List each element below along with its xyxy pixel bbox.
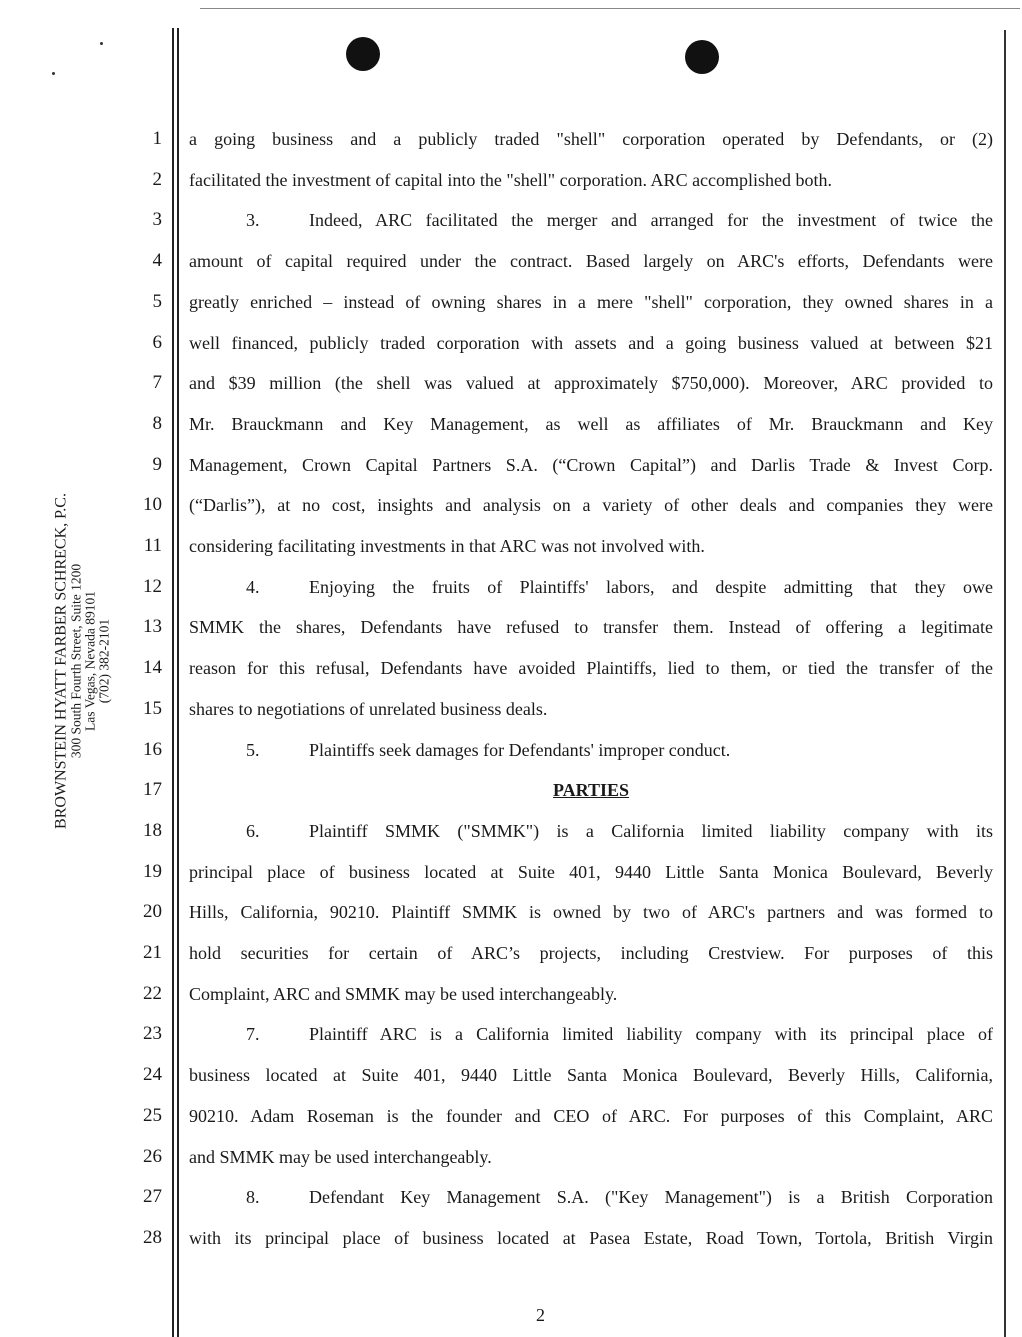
body-line: amount of capital required under the contract. Based largely on ARC's efforts, Defendants were	[189, 251, 993, 272]
body-line: well financed, publicly traded corporation with assets and a going business valued at between $21	[189, 332, 993, 353]
body-line: 90210. Adam Roseman is the founder and CEO of ARC. For purposes of this Complaint, ARC	[189, 1105, 993, 1126]
line-number: 19	[143, 860, 162, 882]
line-number: 25	[143, 1104, 162, 1126]
line-number: 24	[143, 1064, 162, 1086]
body-line: reason for this refusal, Defendants have avoided Plaintiffs, lied to them, or tied the transfer of the	[189, 658, 993, 679]
line-number: 17	[143, 779, 162, 801]
line-text: Plaintiff ARC is a California limited liability company with its principal place of	[309, 1024, 993, 1045]
body-line: Complaint, ARC and SMMK may be used interchangeably.	[189, 983, 618, 1004]
paragraph-number: 7.	[246, 1024, 260, 1045]
line-number: 5	[152, 290, 162, 312]
body-line: with its principal place of business located at Pasea Estate, Road Town, Tortola, British Virgin	[189, 1227, 993, 1248]
line-number: 23	[143, 1023, 162, 1045]
line-number: 1	[152, 128, 162, 149]
line-number: 3	[152, 209, 162, 231]
line-text: Plaintiff SMMK ("SMMK") is a California limited liability company with its	[309, 820, 993, 841]
top-scan-rule	[200, 8, 1020, 9]
line-text: Defendant Key Management S.A. ("Key Management") is a British Corporation	[309, 1187, 993, 1208]
line-number: 8	[152, 412, 162, 434]
body-line	[189, 739, 993, 761]
line-number: 9	[152, 453, 162, 475]
body-line: and $39 million (the shell was valued at approximately $750,000). Moreover, ARC provided to	[189, 373, 993, 394]
line-number: 13	[143, 616, 162, 638]
page-number: 2	[536, 1305, 545, 1325]
body-line: considering facilitating investments in that ARC was not involved with.	[189, 536, 705, 556]
line-number: 21	[143, 942, 162, 963]
right-margin-rule	[1004, 30, 1006, 1337]
line-text: Plaintiffs seek damages for Defendants' improper conduct.	[309, 739, 731, 760]
line-number: 26	[143, 1145, 162, 1167]
line-number: 4	[152, 250, 162, 272]
body-line: a going business and a publicly traded "shell" corporation operated by Defendants, or (2)	[189, 129, 993, 149]
section-heading: PARTIES	[552, 780, 630, 801]
punch-hole-right	[685, 40, 719, 74]
body-line: business located at Suite 401, 9440 Little Santa Monica Boulevard, Beverly Hills, California,	[189, 1065, 993, 1086]
line-number: 14	[143, 657, 162, 679]
body-line	[189, 576, 993, 598]
line-number: 18	[143, 819, 162, 841]
left-margin-rule	[172, 28, 174, 1337]
firm-phone: (702) 382-2101	[96, 618, 112, 704]
body-line: hold securities for certain of ARC’s projects, including Crestview. For purposes of this	[189, 943, 993, 963]
body-line: and SMMK may be used interchangeably.	[189, 1146, 492, 1167]
line-text: Enjoying the fruits of Plaintiffs' labors, and despite admitting that they owe	[309, 576, 993, 597]
line-number: 11	[143, 535, 162, 556]
firm-name: BROWNSTEIN HYATT FARBER SCHRECK, P.C.	[52, 493, 70, 829]
line-number: 7	[152, 372, 162, 394]
scan-speck	[100, 42, 103, 45]
body-line: Hills, California, 90210. Plaintiff SMMK is owned by two of ARC's partners and was formed to	[189, 902, 993, 923]
paragraph-number: 3.	[246, 210, 260, 231]
punch-hole-left	[346, 37, 380, 71]
body-line	[189, 820, 993, 842]
scan-speck	[52, 72, 55, 75]
body-line: (“Darlis”), at no cost, insights and analysis on a variety of other deals and companies they were	[189, 495, 993, 516]
firm-street: 300 South Fourth Street, Suite 1200	[68, 563, 84, 759]
paragraph-number: 5.	[246, 739, 260, 760]
body-line	[189, 209, 993, 231]
line-number: 2	[152, 168, 162, 190]
paragraph-number: 4.	[246, 576, 260, 597]
body-line	[189, 1186, 993, 1208]
paragraph-number: 6.	[246, 820, 260, 841]
line-text: Indeed, ARC facilitated the merger and arranged for the investment of twice the	[309, 210, 993, 231]
body-line: Mr. Brauckmann and Key Management, as well as affiliates of Mr. Brauckmann and Key	[189, 413, 993, 434]
line-number: 27	[143, 1186, 162, 1208]
body-line: SMMK the shares, Defendants have refused to transfer them. Instead of offering a legitimate	[189, 617, 993, 638]
line-number: 16	[143, 738, 162, 760]
left-margin-rule-inner	[177, 28, 179, 1337]
line-number: 15	[143, 697, 162, 719]
body-line	[189, 1023, 993, 1045]
body-line: shares to negotiations of unrelated business deals.	[189, 698, 548, 719]
firm-city: Las Vegas, Nevada 89101	[82, 591, 98, 731]
body-line: greatly enriched – instead of owning shares in a mere "shell" corporation, they owned shares in a	[189, 291, 993, 312]
line-number: 6	[152, 331, 162, 353]
body-line: Management, Crown Capital Partners S.A. (“Crown Capital”) and Darlis Trade & Invest Corp.	[189, 454, 993, 475]
line-number: 20	[143, 901, 162, 923]
body-line: facilitated the investment of capital into the "shell" corporation. ARC accomplished both.	[189, 169, 833, 190]
paragraph-number: 8.	[246, 1187, 260, 1208]
line-number: 12	[143, 575, 162, 597]
line-number: 10	[143, 494, 162, 516]
line-number: 22	[143, 982, 162, 1004]
line-number: 28	[143, 1226, 162, 1248]
body-line: principal place of business located at Suite 401, 9440 Little Santa Monica Boulevard, Beverly	[189, 861, 993, 882]
